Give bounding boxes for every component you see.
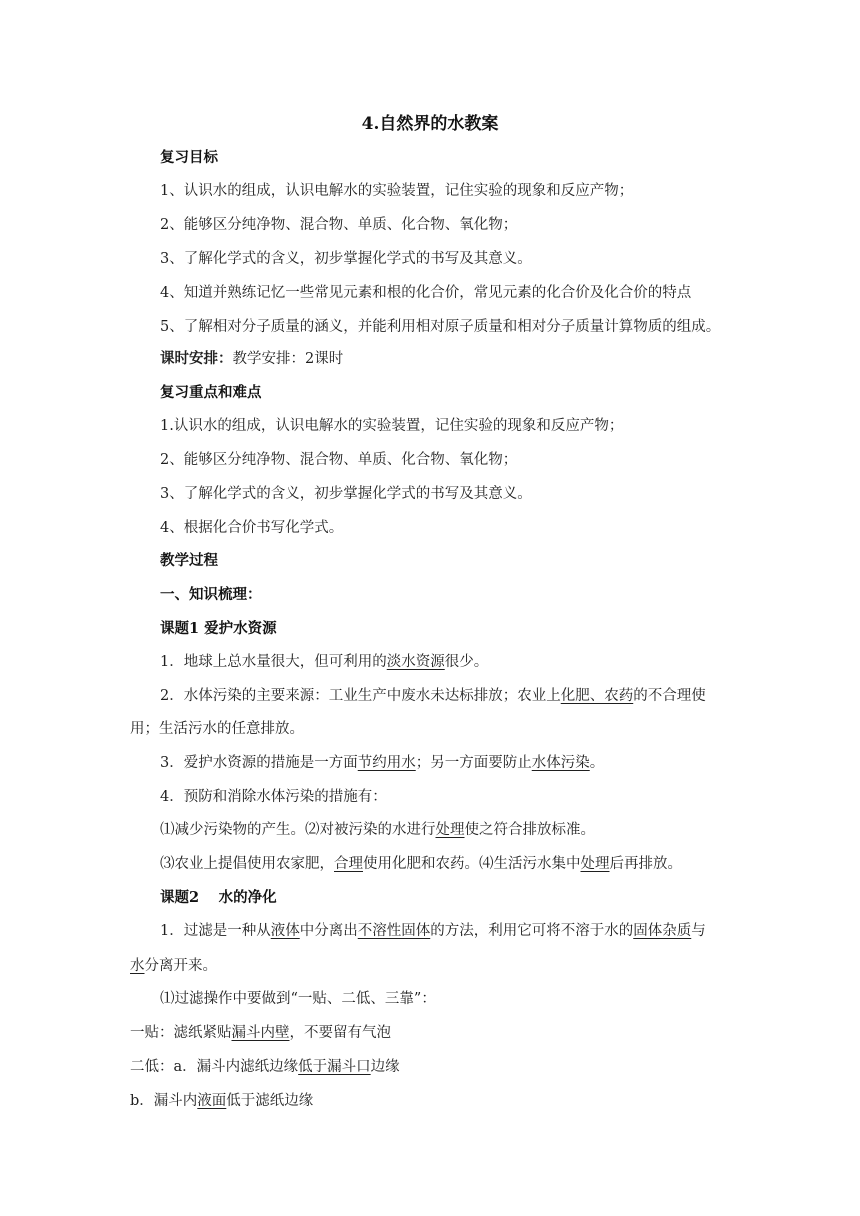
text: ；另一方面要防止 [415,755,532,771]
text: 二低：a．漏斗内滤纸边缘 [130,1059,299,1075]
paragraph [160,652,488,672]
underlined-answer: 淡水资源 [386,654,445,670]
text: 。 [589,755,605,771]
text: 后再排放。 [609,856,682,872]
key-point: 1.认识水的组成，认识电解水的实验装置，记住实验的现象和反应产物； [160,418,624,434]
text: b．漏斗内 [130,1093,198,1109]
schedule-value: 教学安排：2课时 [232,351,344,367]
text: 2．水体污染的主要来源：工业生产中废水未达标排放；农业上 [160,688,561,704]
text: 一贴：滤纸紧贴 [130,1025,232,1041]
text: 低于滤纸边缘 [226,1093,314,1109]
key-point: 2、能够区分纯净物、混合物、单质、化合物、氧化物； [160,452,518,468]
goals-heading: 复习目标 [160,149,218,166]
text: ，不要留有气泡 [289,1025,391,1041]
text: 使之符合排放标准。 [464,822,595,838]
process-heading: 教学过程 [160,552,218,569]
schedule-line [160,349,343,369]
underlined-answer: 不溶性固体 [357,923,431,939]
goal-item: 1、认识水的组成，认识电解水的实验装置，记住实验的现象和反应产物； [160,183,634,199]
paragraph [130,1057,400,1077]
text: 1．地球上总水量很大，但可利用的 [160,654,387,670]
text: ⑴减少污染物的产生。⑵对被污染的水进行 [160,822,436,838]
text: 使用化肥和农药。⑷生活污水集中 [363,856,581,872]
text: 的方法，利用它可将不溶于水的 [430,923,634,939]
paragraph [130,1023,391,1043]
text: ⑶农业上提倡使用农家肥， [160,856,334,872]
text: 3．爱护水资源的措施是一方面 [160,755,358,771]
underlined-answer: 液体 [270,923,300,939]
paragraph [160,686,706,706]
text: 的不合理使 [633,688,706,704]
underlined-answer: 水体污染 [531,755,590,771]
paragraph [160,753,604,773]
paragraph: 4．预防和消除水体污染的措施有： [160,789,387,805]
topic-heading: 课题1 爱护水资源 [160,620,277,637]
goal-item: 2、能够区分纯净物、混合物、单质、化合物、氧化物； [160,217,518,233]
paragraph: ⑴过滤操作中要做到“一贴、二低、三靠”： [160,991,436,1007]
text: 边缘 [370,1059,400,1075]
paragraph [160,921,706,941]
underlined-answer: 处理 [580,856,610,872]
text: 1．过滤是一种从 [160,923,271,939]
text: 分离开来。 [144,958,217,974]
key-heading: 复习重点和难点 [160,384,262,401]
paragraph [160,854,682,874]
goal-item: 3、了解化学式的含义，初步掌握化学式的书写及其意义。 [160,251,532,267]
underlined-answer: 处理 [435,822,465,838]
paragraph [130,1091,313,1111]
paragraph [160,820,595,840]
underlined-answer: 化肥、农药 [560,688,634,704]
underlined-answer: 水 [130,958,145,974]
underlined-answer: 节约用水 [357,755,416,771]
section-heading: 一、知识梳理： [160,586,262,603]
underlined-answer: 固体杂质 [633,923,692,939]
goal-item: 5、了解相对分子质量的涵义，并能利用相对原子质量和相对分子质量计算物质的组成。 [160,319,721,335]
text: 很少。 [444,654,489,670]
text: 与 [691,923,706,939]
underlined-answer: 液面 [197,1093,227,1109]
page-title: 4.自然界的水教案 [361,114,499,134]
paragraph-continuation: 用；生活污水的任意排放。 [130,721,304,737]
underlined-answer: 合理 [334,856,363,872]
key-point: 4、根据化合价书写化学式。 [160,520,344,536]
underlined-answer: 漏斗内壁 [231,1025,290,1041]
text: 中分离出 [299,923,358,939]
topic-heading: 课题2 水的净化 [160,889,277,906]
paragraph-continuation [130,956,217,976]
goal-item: 4、知道并熟练记忆一些常见元素和根的化合价，常见元素的化合价及化合价的特点 [160,285,692,301]
underlined-answer: 低于漏斗口 [298,1059,371,1075]
key-point: 3、了解化学式的含义，初步掌握化学式的书写及其意义。 [160,486,532,502]
schedule-label: 课时安排： [160,350,233,367]
